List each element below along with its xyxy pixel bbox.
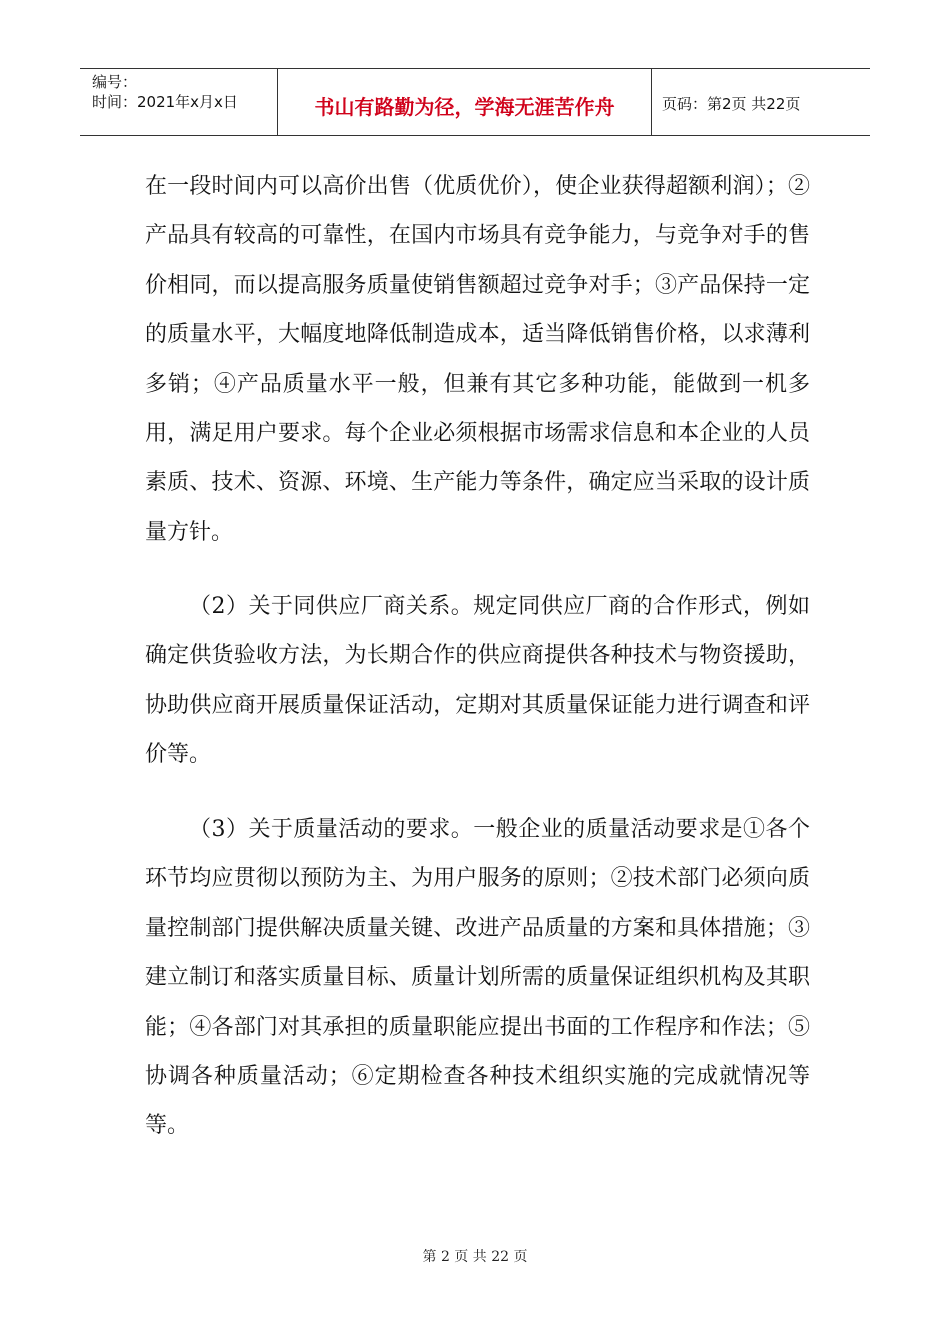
header-page-cell bbox=[652, 69, 870, 135]
header-meta-cell bbox=[80, 69, 278, 135]
body-paragraph: （2）关于同供应厂商关系。规定同供应厂商的合作形式，例如确定供货验收方法，为长期合作的供应商提供各种技术与物资援助，协助供应商开展质量保证活动，定期对其质量保证能力进行调查和评价等。 bbox=[145, 594, 810, 768]
document-date: 时间：2021年x月x日 bbox=[92, 93, 238, 111]
document-header bbox=[80, 68, 870, 136]
page-footer: 第 2 页 共 22 页 bbox=[422, 1249, 528, 1265]
header-motto-cell bbox=[278, 69, 652, 135]
body-paragraph: 在一段时间内可以高价出售（优质优价），使企业获得超额利润）；②产品具有较高的可靠性，在国内市场具有竞争能力，与竞争对手的售价相同，而以提高服务质量使销售额超过竞争对手；③产品保持一定的质量水平，大幅度地降低制造成本，适当降低销售价格，以求薄利多销；④产品质量水平一般，但兼有其它多种功能，能做到一机多用，满足用户要求。每个企业必须根据市场需求信息和本企业的人员素质、技术、资源、环境、生产能力等条件，确定应当采取的设计质量方针。 bbox=[145, 174, 810, 545]
document-number-label: 编号： bbox=[92, 73, 138, 91]
header-motto: 书山有路勤为径，学海无涯苦作舟 bbox=[314, 95, 615, 119]
header-page-code: 页码：第2页 共22页 bbox=[662, 95, 801, 113]
body-paragraph: （3）关于质量活动的要求。一般企业的质量活动要求是①各个环节均应贯彻以预防为主、为用户服务的原则；②技术部门必须向质量控制部门提供解决质量关键、改进产品质量的方案和具体措施；③建立制订和落实质量目标、质量计划所需的质量保证组织机构及其职能；④各部门对其承担的质量职能应提出书面的工作程序和作法；⑤协调各种质量活动；⑥定期检查各种技术组织实施的完成就情况等等。 bbox=[145, 817, 810, 1139]
